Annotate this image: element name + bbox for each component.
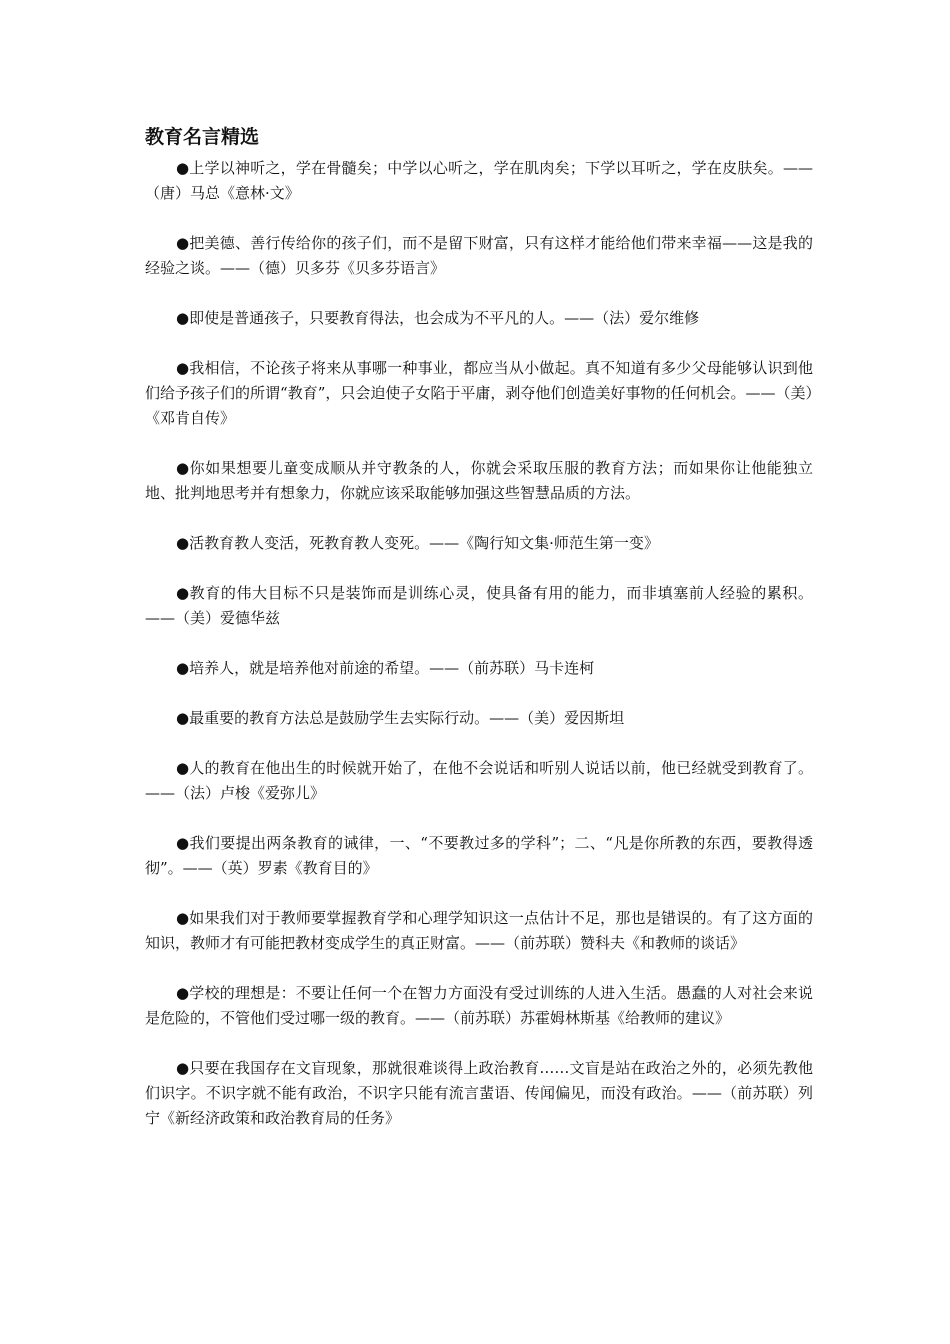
quote-paragraph: ●上学以神听之，学在骨髓矣；中学以心听之，学在肌肉矣；下学以耳听之，学在皮肤矣。——（唐）马总《意林·文》 (145, 159, 813, 202)
quote-paragraph: ●我相信，不论孩子将来从事哪一种事业，都应当从小做起。真不知道有多少父母能够认识到他们给予孩子们的所谓“教育”，只会迫使子女陷于平庸，剥夺他们创造美好事物的任何机会。——（美）《邓肯自传》 (145, 359, 813, 427)
document-title: 教育名言精选 (145, 126, 260, 148)
quote-paragraph: ●培养人，就是培养他对前途的希望。——（前苏联）马卡连柯 (176, 659, 595, 677)
quote-paragraph: ●即使是普通孩子，只要教育得法，也会成为不平凡的人。——（法）爱尔维修 (176, 309, 700, 327)
document-page (145, 124, 813, 1156)
quote-paragraph: ●你如果想要儿童变成顺从并守教条的人，你就会采取压服的教育方法；而如果你让他能独立地、批判地思考并有想象力，你就应该采取能够加强这些智慧品质的方法。 (145, 459, 813, 502)
quote-paragraph: ●我们要提出两条教育的诫律，一、“不要教过多的学科”；二、“凡是你所教的东西，要教得透彻”。——（英）罗素《教育目的》 (145, 834, 813, 877)
quote-paragraph: ●人的教育在他出生的时候就开始了，在他不会说话和听别人说话以前，他已经就受到教育了。——（法）卢梭《爱弥儿》 (145, 759, 813, 802)
quote-paragraph: ●把美德、善行传给你的孩子们，而不是留下财富，只有这样才能给他们带来幸福——这是我的经验之谈。——（德）贝多芬《贝多芬语言》 (145, 234, 813, 277)
quote-paragraph: ●如果我们对于教师要掌握教育学和心理学知识这一点估计不足，那也是错误的。有了这方面的知识，教师才有可能把教材变成学生的真正财富。——（前苏联）赞科夫《和教师的谈话》 (145, 909, 813, 952)
quote-paragraph: ●最重要的教育方法总是鼓励学生去实际行动。——（美）爱因斯坦 (176, 709, 625, 727)
quote-paragraph: ●只要在我国存在文盲现象，那就很难谈得上政治教育……文盲是站在政治之外的，必须先教他们识字。不识字就不能有政治，不识字只能有流言蜚语、传闻偏见，而没有政治。——（前苏联）列宁《新经济政策和政治教育局的任务》 (145, 1059, 813, 1127)
quote-paragraph: ●活教育教人变活，死教育教人变死。——《陶行知文集·师范生第一变》 (176, 534, 659, 552)
quote-paragraph: ●教育的伟大目标不只是装饰而是训练心灵，使具备有用的能力，而非填塞前人经验的累积。——（美）爱德华兹 (145, 584, 813, 627)
quote-paragraph: ●学校的理想是：不要让任何一个在智力方面没有受过训练的人进入生活。愚蠢的人对社会来说是危险的，不管他们受过哪一级的教育。——（前苏联）苏霍姆林斯基《给教师的建议》 (145, 984, 813, 1027)
